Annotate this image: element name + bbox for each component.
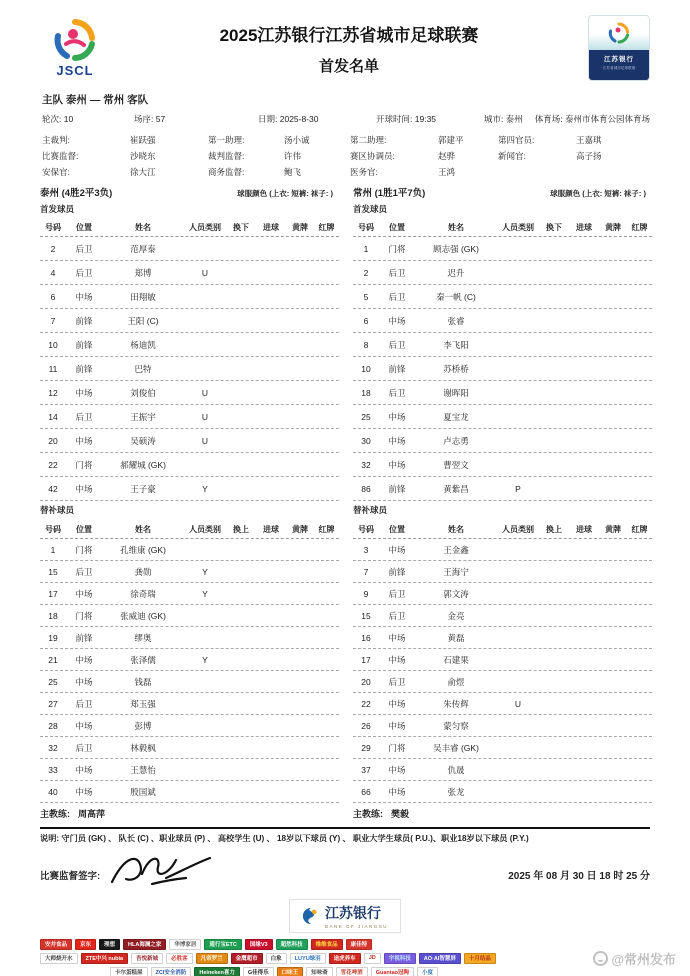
away-starters-table bbox=[353, 237, 652, 501]
player-row: 17 中场 石建果 bbox=[353, 649, 652, 671]
player-row: 5 后卫 秦一帆 (C) bbox=[353, 285, 652, 309]
sign-datetime: 2025 年 08 月 30 日 18 时 25 分 bbox=[508, 871, 650, 883]
player-row: 3 中场 王金鑫 bbox=[353, 539, 652, 561]
player-row: 28 中场 彭博 bbox=[40, 715, 339, 737]
player-row: 25 中场 钱磊 bbox=[40, 671, 339, 693]
away-subs-header: 号码 位置 姓名 人员类别 换上 进球 黄牌 红牌 bbox=[353, 520, 652, 539]
sponsor-chip: 安井食品 bbox=[40, 939, 72, 950]
jscl-abbr: JSCL bbox=[56, 63, 94, 78]
sponsor-chip: 国缘V3 bbox=[245, 939, 273, 950]
sponsor-chip: 宇视科技 bbox=[384, 953, 416, 964]
sponsor-chip: 途虎养车 bbox=[329, 953, 361, 964]
info-pair: 轮次: 10 bbox=[42, 114, 74, 124]
bank-badge bbox=[588, 15, 650, 81]
player-row: 6 中场 田翔敏 bbox=[40, 285, 339, 309]
player-row: 27 后卫 郑玉强 bbox=[40, 693, 339, 715]
sponsor-chip: 金鹰超市 bbox=[231, 953, 263, 964]
bank-name: 江苏银行 bbox=[324, 906, 381, 922]
publisher-watermark-text: @常州发布 bbox=[611, 952, 676, 967]
signature-row bbox=[40, 853, 650, 897]
info-pair: 日期: 2025-8-30 bbox=[258, 114, 319, 124]
player-row: 33 中场 王慧怡 bbox=[40, 759, 339, 781]
player-row: 11 前锋 巴特 bbox=[40, 357, 339, 381]
player-row: 2 后卫 范厚泰 bbox=[40, 237, 339, 261]
sponsor-chip: 必胜客 bbox=[166, 953, 193, 964]
sponsor-chip: 维维食品 bbox=[311, 939, 343, 950]
sponsor-chip: 通行宝ETC bbox=[204, 939, 242, 950]
player-row: 17 中场 徐奇瑞 Y bbox=[40, 583, 339, 605]
player-row: 22 门将 郝耀城 (GK) bbox=[40, 453, 339, 477]
sponsor-chip: 小度 bbox=[417, 967, 438, 976]
publisher-watermark bbox=[593, 949, 676, 968]
player-row: 10 前锋 杨迪凯 bbox=[40, 333, 339, 357]
player-row: 19 前锋 缪奥 bbox=[40, 627, 339, 649]
player-row: 9 后卫 郭文涛 bbox=[353, 583, 652, 605]
bank-badge-art bbox=[589, 16, 649, 50]
player-row: 1 门将 孔维康 (GK) bbox=[40, 539, 339, 561]
sponsor-chip: 知味斋 bbox=[306, 967, 333, 976]
jscl-logo bbox=[40, 18, 110, 78]
sponsor-chip: 吾悦新城 bbox=[131, 953, 163, 964]
home-starters-header: 号码 位置 姓名 人员类别 换下 进球 黄牌 红牌 bbox=[40, 218, 339, 237]
home-team-name: 泰州 (4胜2平3负) bbox=[40, 188, 113, 199]
divider bbox=[40, 827, 650, 829]
match-info-row bbox=[42, 113, 650, 125]
officials-row: 主裁判: 崔跃强 第一助理: 汤小诚 第二助理: 郭建平 第四官员: 王嘉琪 bbox=[42, 135, 602, 145]
sponsor-chip: Heineken喜力 bbox=[194, 967, 239, 976]
teams-grid bbox=[40, 185, 650, 823]
sponsor-row-1 bbox=[40, 939, 650, 950]
player-row: 12 中场 刘俊伯 U bbox=[40, 381, 339, 405]
home-subs-header: 号码 位置 姓名 人员类别 换上 进球 黄牌 红牌 bbox=[40, 520, 339, 539]
player-row: 66 中场 张龙 bbox=[353, 781, 652, 803]
player-row: 29 门将 吴丰睿 (GK) bbox=[353, 737, 652, 759]
sponsor-chip: 京东 bbox=[75, 939, 96, 950]
bank-name-en: BANK OF JIANGSU bbox=[324, 923, 388, 929]
sponsor-row-3 bbox=[110, 967, 650, 976]
info-pair: 体育场: 泰州市体育公园体育场 bbox=[534, 114, 650, 124]
player-row: 14 后卫 王振宇 U bbox=[40, 405, 339, 429]
publisher-face-icon bbox=[593, 951, 608, 966]
sponsor-chip: 华博家居 bbox=[169, 939, 201, 950]
player-row: 20 后卫 俞煜 bbox=[353, 671, 652, 693]
player-row: 15 后卫 龚勋 Y bbox=[40, 561, 339, 583]
legend-text: 说明: 守门员 (GK) 、 队长 (C) 、职业球员 (P) 、 高校学生 (U) 、 18岁以下球员 (Y) 、 职业大学生球员( P.U.)、职业18岁以下球员 (P.Y.) bbox=[40, 834, 529, 843]
sponsor-chip: 凡帝罗兰 bbox=[196, 953, 228, 964]
badge-tagline: · 江苏省城市足球联赛 · bbox=[600, 65, 638, 70]
player-row: 7 前锋 王海宁 bbox=[353, 561, 652, 583]
sheet-header bbox=[40, 8, 650, 88]
jscl-swirl-icon bbox=[53, 18, 97, 62]
player-row: 40 中场 殷国斌 bbox=[40, 781, 339, 803]
badge-swirl-icon bbox=[608, 22, 630, 44]
info-pair: 场序: 57 bbox=[134, 114, 166, 124]
sponsor-chip: 雪花啤酒 bbox=[336, 967, 368, 976]
home-subs-label: 替补球员 bbox=[40, 505, 75, 515]
sponsor-chip: 超然科技 bbox=[276, 939, 308, 950]
player-row: 22 中场 朱传辉 U bbox=[353, 693, 652, 715]
player-row: 10 前锋 苏桥桥 bbox=[353, 357, 652, 381]
sponsor-chip: AO·AI智慧屏 bbox=[419, 953, 461, 964]
away-team-column bbox=[353, 185, 652, 823]
player-row: 18 门将 张威迪 (GK) bbox=[40, 605, 339, 627]
player-row: 42 中场 王子豪 Y bbox=[40, 477, 339, 501]
home-team-column bbox=[40, 185, 339, 823]
player-row: 26 中场 蒙匀察 bbox=[353, 715, 652, 737]
officials-row: 比赛监督: 沙晓东 裁判监督: 许伟 赛区协调员: 赵骅 新闻官: 高子扬 bbox=[42, 151, 602, 161]
away-subs-label: 替补球员 bbox=[353, 505, 388, 515]
player-row: 1 门将 顾志强 (GK) bbox=[353, 237, 652, 261]
sponsor-row-2 bbox=[40, 953, 650, 964]
away-kit-colors: 球服颜色 (上衣: 短裤: 袜子: ) bbox=[550, 189, 646, 198]
sponsor-chip: Guantao冠陶 bbox=[371, 967, 414, 976]
sponsor-chip: 理想 bbox=[99, 939, 120, 950]
sponsor-chip: 十月结晶 bbox=[464, 953, 496, 964]
signature-label: 比赛监督签字: bbox=[40, 870, 101, 882]
sponsor-chip: 白象 bbox=[266, 953, 287, 964]
home-kit-colors: 球服颜色 (上衣: 短裤: 袜子: ) bbox=[237, 189, 333, 198]
home-starters-table bbox=[40, 237, 339, 501]
titles bbox=[110, 21, 588, 76]
match-title: 主队 泰州 — 常州 客队 bbox=[42, 94, 149, 106]
player-row: 16 中场 黄磊 bbox=[353, 627, 652, 649]
player-row: 8 后卫 李飞阳 bbox=[353, 333, 652, 357]
sponsor-chip: 口味王 bbox=[277, 967, 304, 976]
away-starters-label: 首发球员 bbox=[353, 204, 388, 214]
sponsor-chip: G佳得乐 bbox=[243, 967, 274, 976]
player-row: 86 前锋 黄紫昌 P bbox=[353, 477, 652, 501]
info-pair: 开球时间: 19:35 bbox=[376, 114, 437, 124]
sponsor-chip: ZTE中兴 nubia bbox=[81, 953, 129, 964]
player-row: 15 后卫 金亮 bbox=[353, 605, 652, 627]
away-team-name: 常州 (1胜1平7负) bbox=[353, 188, 426, 199]
away-coach: 主教练: 樊毅 bbox=[353, 808, 410, 819]
bank-of-jiangsu-logo bbox=[289, 899, 401, 933]
sponsor-chip: 卡尔蛋糕屋 bbox=[110, 967, 148, 976]
sponsor-chip: JD bbox=[364, 953, 381, 964]
player-row: 32 中场 曹翌文 bbox=[353, 453, 652, 477]
bank-badge-text bbox=[589, 50, 649, 80]
player-row: 30 中场 卢志勇 bbox=[353, 429, 652, 453]
info-pair: 城市: 泰州 bbox=[484, 114, 523, 124]
away-coach-name: 樊毅 bbox=[391, 808, 410, 819]
sponsor-chip: HLA海澜之家 bbox=[123, 939, 166, 950]
sponsor-chip: 康佳特 bbox=[346, 939, 373, 950]
sheet-title: 2025江苏银行江苏省城市足球联赛 bbox=[219, 25, 479, 45]
player-row: 32 后卫 林毅枫 bbox=[40, 737, 339, 759]
player-row: 2 后卫 迟升 bbox=[353, 261, 652, 285]
player-row: 18 后卫 谢晖阳 bbox=[353, 381, 652, 405]
officials-block bbox=[40, 132, 650, 180]
player-row: 6 中场 张睿 bbox=[353, 309, 652, 333]
player-row: 25 中场 夏宝龙 bbox=[353, 405, 652, 429]
badge-bank-name: 江苏银行 bbox=[604, 56, 634, 63]
bank-icon bbox=[302, 907, 320, 925]
home-coach-name: 周高萍 bbox=[78, 808, 106, 819]
home-subs-table bbox=[40, 539, 339, 803]
player-row: 4 后卫 郑博 U bbox=[40, 261, 339, 285]
sponsor-chip: ZCI安全消防 bbox=[151, 967, 192, 976]
officials-row: 安保官: 徐大江 商务监督: 鲍飞 医务官: 王鸿 bbox=[42, 167, 456, 177]
home-starters-label: 首发球员 bbox=[40, 204, 75, 214]
player-row: 37 中场 仇晟 bbox=[353, 759, 652, 781]
player-row: 7 前锋 王阳 (C) bbox=[40, 309, 339, 333]
supervisor-signature bbox=[106, 848, 226, 890]
sponsor-chip: 大师烧开水 bbox=[40, 953, 78, 964]
player-row: 21 中场 张泽儒 Y bbox=[40, 649, 339, 671]
sponsor-chip: LUYU绿羽 bbox=[290, 953, 326, 964]
away-starters-header: 号码 位置 姓名 人员类别 换下 进球 黄牌 红牌 bbox=[353, 218, 652, 237]
home-coach: 主教练: 周高萍 bbox=[40, 808, 106, 819]
sheet-subtitle: 首发名单 bbox=[318, 57, 379, 75]
away-subs-table bbox=[353, 539, 652, 803]
player-row: 20 中场 吴硕涛 U bbox=[40, 429, 339, 453]
